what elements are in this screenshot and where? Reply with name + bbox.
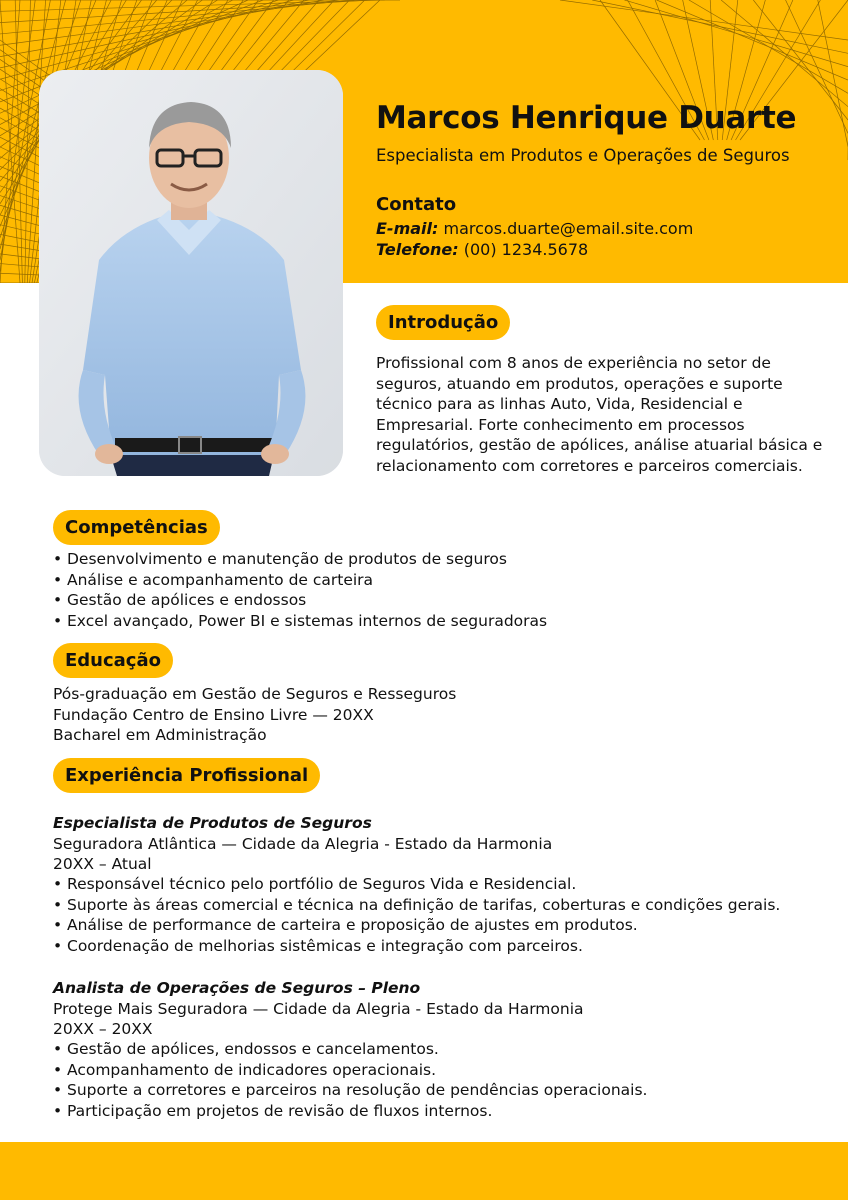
job-company: Protege Mais Seguradora — Cidade da Alegria - Estado da Harmonia	[53, 999, 584, 1018]
job-bullet: • Participação em projetos de revisão de fluxos internos.	[53, 1101, 647, 1122]
job-bullet: • Suporte a corretores e parceiros na resolução de pendências operacionais.	[53, 1080, 647, 1101]
job-bullet: • Coordenação de melhorias sistêmicas e integração com parceiros.	[53, 936, 780, 957]
footer-band	[0, 1142, 848, 1200]
candidate-title: Especialista em Produtos e Operações de Seguros	[376, 146, 790, 165]
job-bullet: • Gestão de apólices, endossos e cancelamentos.	[53, 1039, 647, 1060]
education-line: Fundação Centro de Ensino Livre — 20XX	[53, 705, 374, 724]
experience-heading: Experiência Profissional	[53, 758, 320, 793]
contact-phone	[376, 240, 588, 259]
job-bullet: • Suporte às áreas comercial e técnica na definição de tarifas, coberturas e condições gerais.	[53, 895, 780, 916]
job-period: 20XX – Atual	[53, 855, 152, 873]
email-label: E-mail:	[376, 219, 439, 238]
job-role: Analista de Operações de Seguros – Pleno	[53, 979, 421, 997]
intro-heading: Introdução	[376, 305, 510, 340]
job-entry-1	[53, 813, 552, 875]
email-value[interactable]: marcos.duarte@email.site.com	[443, 219, 694, 238]
job-company: Seguradora Atlântica — Cidade da Alegria - Estado da Harmonia	[53, 834, 553, 853]
skill-item: • Excel avançado, Power BI e sistemas internos de seguradoras	[53, 611, 547, 632]
phone-value[interactable]: (00) 1234.5678	[463, 240, 589, 259]
profile-photo	[39, 70, 343, 476]
job-entry-2	[53, 978, 584, 1040]
job-period: 20XX – 20XX	[53, 1020, 153, 1038]
intro-text: Profissional com 8 anos de experiência no setor de seguros, atuando em produtos, operações e suporte técnico para as linhas Auto, Vida, Residencial e Empresarial. Forte conhecimento em processos regulatórios, gestão de apólices, análise atuarial básica e relacionamento com corretores e parceiros comerciais.	[376, 354, 823, 475]
skill-item: • Gestão de apólices e endossos	[53, 590, 547, 611]
education-line: Bacharel em Administração	[53, 726, 267, 744]
education-line: Pós-graduação em Gestão de Seguros e Resseguros	[53, 685, 457, 703]
education-list	[53, 684, 456, 746]
job-bullet: • Análise de performance de carteira e proposição de ajustes em produtos.	[53, 915, 780, 936]
phone-label: Telefone:	[376, 240, 459, 259]
skill-item: • Desenvolvimento e manutenção de produtos de seguros	[53, 549, 547, 570]
job-bullet: • Acompanhamento de indicadores operacionais.	[53, 1060, 647, 1081]
job-2-bullets	[53, 1039, 647, 1121]
skills-heading: Competências	[53, 510, 220, 545]
job-role: Especialista de Produtos de Seguros	[53, 814, 372, 832]
skill-item: • Análise e acompanhamento de carteira	[53, 570, 547, 591]
job-1-bullets	[53, 874, 780, 956]
job-bullet: • Responsável técnico pelo portfólio de Seguros Vida e Residencial.	[53, 874, 780, 895]
education-heading: Educação	[53, 643, 173, 678]
candidate-name: Marcos Henrique Duarte	[376, 100, 797, 136]
skills-list	[53, 549, 547, 631]
contact-email	[376, 219, 693, 238]
contact-heading: Contato	[376, 194, 457, 215]
